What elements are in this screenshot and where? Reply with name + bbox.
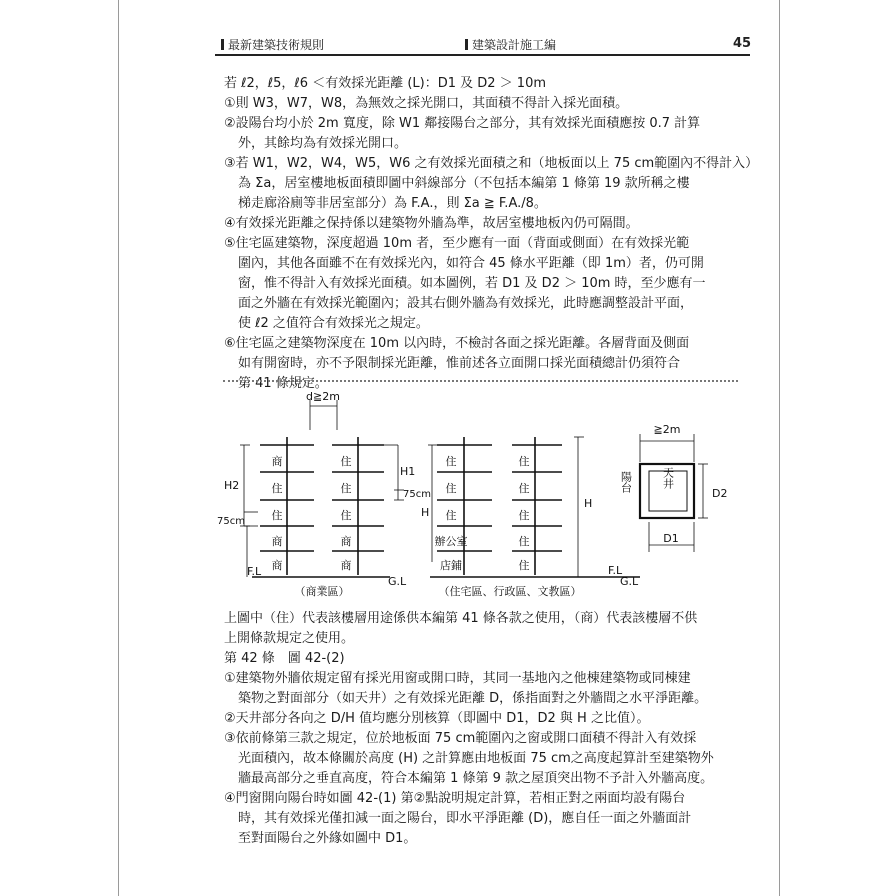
floor-label: 住 [445, 509, 457, 522]
floor-label: 住 [445, 482, 457, 495]
caption-residential: （住宅區、行政區、文教區） [438, 585, 582, 598]
floor-label: 店鋪 [440, 559, 462, 572]
balcony-label: 陽台 [619, 471, 633, 493]
text-line: ③若 W1，W2，W4，W5，W6 之有效採光面積之和（地板面以上 75 cm範圍內不得計入） [224, 156, 759, 171]
floor-line-label: F.L [247, 565, 262, 578]
text-line: 如有開窗時，亦不予限制採光距離，惟前述各立面開口採光面積總計仍須符合 [238, 356, 681, 371]
floor-label: 住 [518, 509, 530, 522]
text-line: ①建築物外牆依規定留有採光用窗或開口時，其同一基地內之他棟建築物或同棟建 [224, 671, 691, 686]
floor-label: 辦公室 [434, 535, 468, 548]
text-line: 使 ℓ2 之值符合有效採光之規定。 [238, 316, 429, 331]
text-line: 窗，惟不得計入有效採光面積。如本圖例，若 D1 及 D2 ＞ 10m 時，至少應有一 [238, 276, 706, 291]
text-line: 外，其餘均為有效採光開口。 [238, 136, 408, 151]
floor-line-label: F.L [608, 564, 623, 577]
text-line: 牆最高部分之垂直高度，符合本編第 1 條第 9 款之屋頂突出物不予計入外牆高度。 [238, 771, 714, 786]
floor-label: 商 [340, 559, 352, 572]
dimension-h-label: H [421, 506, 430, 519]
text-line: 上開條款規定之使用。 [224, 631, 355, 646]
dimension-d-label: d≧2m [306, 390, 340, 403]
book-title-text: 最新建築技術規則 [228, 38, 325, 52]
text-line: 梯走廊浴廁等非居室部分）為 F.A.，則 Σa ≧ F.A./8。 [238, 196, 547, 211]
text-line: 為 Σa，居室樓地板面積即圖中斜線部分（不包括本編第 1 條第 19 款所稱之樓 [238, 176, 690, 191]
dimension-75cm-label: 75cm [217, 516, 245, 527]
ground-line-label: G.L [388, 575, 407, 588]
section-title-text: 建築設計施工編 [472, 38, 557, 52]
text-line: ⑤住宅區建築物，深度超過 10m 者，至少應有一面（背面或側面）在有效採光範 [224, 236, 690, 251]
text-line: ②設陽台均小於 2m 寬度，除 W1 鄰接陽台之部分，其有效採光面積應按 0.7 計算 [224, 116, 701, 131]
dimension-h2-label: H2 [224, 479, 240, 492]
page-number: 45 [733, 36, 752, 51]
text-line: 築物之對面部分（如天井）之有效採光距離 D，係指面對之外牆間之水平淨距離。 [238, 691, 708, 706]
floor-label: 住 [340, 455, 352, 468]
floor-label: 住 [271, 482, 283, 495]
dimension-75cm-label: 75cm [403, 489, 431, 500]
dimension-h1-label: H1 [400, 465, 416, 478]
text-line: ③依前條第三款之規定，位於地板面 75 cm範圍內之窗或開口面積不得計入有效採 [224, 731, 697, 746]
dimension-h-label: H [584, 497, 593, 510]
dimension-d1-label: D1 [663, 532, 679, 545]
text-line: ②天井部分各向之 D/H 值均應分別核算（即圖中 D1，D2 與 H 之比值）。 [224, 711, 650, 726]
floor-label: 住 [518, 559, 530, 572]
text-line: 第 41 條規定。 [238, 376, 328, 391]
text-line: 至對面陽台之外緣如圖中 D1。 [238, 831, 417, 846]
courtyard-label: 天井 [661, 467, 675, 489]
text-line: 若 ℓ2，ℓ5，ℓ6 ＜有效採光距離 (L)：D1 及 D2 ＞ 10m [224, 76, 547, 91]
text-line: 光面積內，故本條關於高度 (H) 之計算應由地板面 75 cm之高度起算計至建築物外 [238, 751, 714, 766]
caption-commercial: （商業區） [294, 585, 350, 598]
floor-label: 住 [445, 455, 457, 468]
dimension-width-label: ≧2m [653, 423, 681, 436]
ground-line-label: G.L [620, 575, 639, 588]
floor-label: 住 [518, 482, 530, 495]
floor-label: 住 [340, 509, 352, 522]
floor-label: 商 [340, 535, 352, 548]
floor-label: 商 [271, 535, 283, 548]
text-line: 上圖中（住）代表該樓層用途係供本編第 41 條各款之使用，（商）代表該樓層不供 [224, 611, 698, 626]
text-line: ④門窗開向陽台時如圖 42-(1) 第②點說明規定計算，若相正對之兩面均設有陽台 [224, 791, 686, 806]
text-line: 第 42 條 圖 42-(2) [224, 651, 345, 666]
floor-label: 商 [271, 455, 283, 468]
floor-label: 商 [271, 559, 283, 572]
floor-label: 住 [340, 482, 352, 495]
dimension-d2-label: D2 [712, 487, 728, 500]
text-line: 時，其有效採光僅扣減一面之陽台，即水平淨距離 (D)，應自任一面之外牆面計 [238, 811, 692, 826]
text-line: ①則 W3，W7，W8，為無效之採光開口，其面積不得計入採光面積。 [224, 96, 629, 111]
text-line: ④有效採光距離之保持係以建築物外牆為準，故居室樓地板內仍可隔間。 [224, 216, 639, 231]
text-line: ⑥住宅區之建築物深度在 10m 以內時，不檢討各面之採光距離。各層背面及側面 [224, 336, 690, 351]
floor-label: 住 [518, 455, 530, 468]
text-line: 面之外牆在有效採光範圍內；設其右側外牆為有效採光，此時應調整設計平面， [238, 296, 694, 311]
text-line: 圍內，其他各面雖不在有效採光內，如符合 45 條水平距離（即 1m）者，仍可開 [238, 256, 704, 271]
floor-label: 住 [518, 535, 530, 548]
floor-label: 住 [271, 509, 283, 522]
